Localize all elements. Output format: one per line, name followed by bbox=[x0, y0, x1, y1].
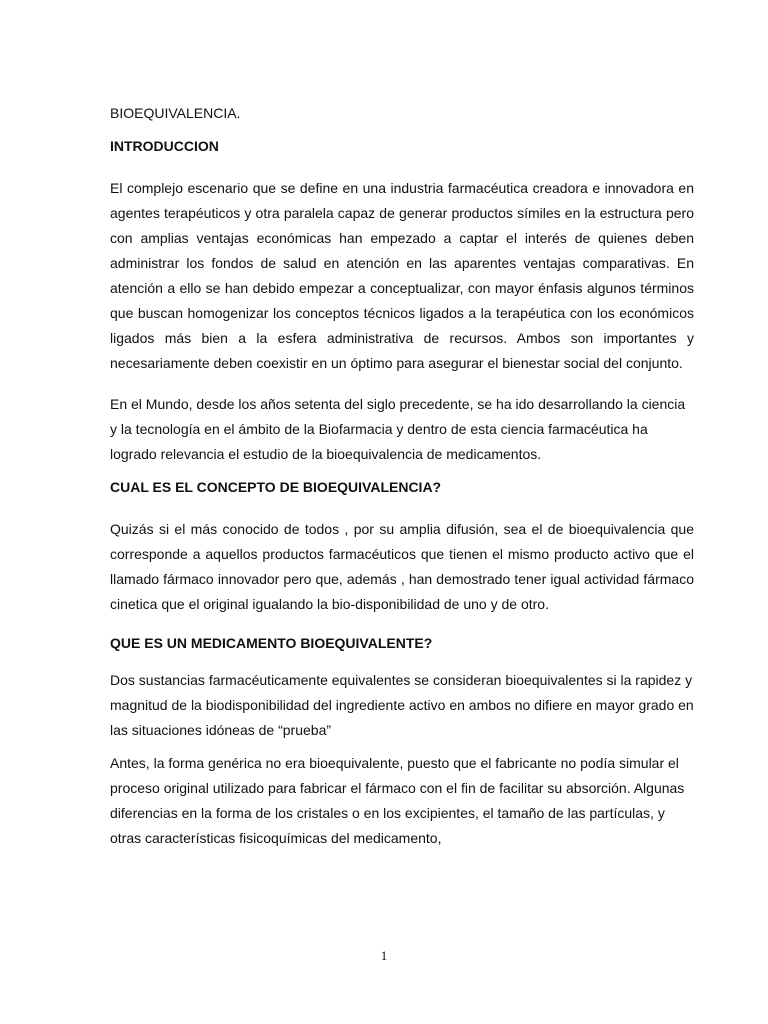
document-page bbox=[110, 103, 694, 851]
paragraph-intro-1: El complejo escenario que se define en una industria farmacéutica creadora e innovadora en agentes terapéuticos y otra paralela capaz de generar productos símiles en la estructura pero con amplias ventajas económicas han empezado a captar el interés de quienes deben administrar los fondos de salud en atención en las aparentes ventajas comparativas. En atención a ello se han debido empezar a conceptualizar, con mayor énfasis algunos términos que buscan homogenizar los conceptos técnicos ligados a la terapéutica con los económicos ligados más bien a la esfera administrativa de recursos. Ambos son importantes y necesariamente deben coexistir en un óptimo para asegurar el bienestar social del conjunto. bbox=[110, 180, 694, 371]
page-number: 1 bbox=[380, 948, 388, 963]
document-title: BIOEQUIVALENCIA. bbox=[110, 105, 241, 121]
paragraph-medicamento-1: Dos sustancias farmacéuticamente equivalentes se consideran bioequivalentes si la rapidez y magnitud de la biodisponibilidad del ingrediente activo en ambos no difiere en mayor grado en las situaciones idóneas de “prueba” bbox=[110, 672, 694, 738]
paragraph-intro-2: En el Mundo, desde los años setenta del siglo precedente, se ha ido desarrollando la ciencia y la tecnología en el ámbito de la Biofarmacia y dentro de esta ciencia farmacéutica ha logrado relevancia el estudio de la bioequivalencia de medicamentos. bbox=[110, 396, 686, 462]
section-heading-introduccion: INTRODUCCION bbox=[110, 138, 219, 154]
section-heading-medicamento: QUE ES UN MEDICAMENTO BIOEQUIVALENTE? bbox=[110, 635, 433, 651]
paragraph-medicamento-2: Antes, la forma genérica no era bioequivalente, puesto que el fabricante no podía simular el proceso original utilizado para fabricar el fármaco con el fin de facilitar su absorción. Algunas diferencias en la forma de los cristales o en los excipientes, el tamaño de las partículas, y otras características fisicoquímicas del medicamento, bbox=[110, 755, 685, 846]
section-heading-concepto: CUAL ES EL CONCEPTO DE BIOEQUIVALENCIA? bbox=[110, 479, 442, 495]
paragraph-concepto-1: Quizás si el más conocido de todos , por su amplia difusión, sea el de bioequivalencia que corresponde a aquellos productos farmacéuticos que tienen el mismo producto activo que el llamado fármaco innovador pero que, además , han demostrado tener igual actividad fármaco cinetica que el original igualando la bio-disponibilidad de uno y de otro. bbox=[110, 521, 694, 612]
